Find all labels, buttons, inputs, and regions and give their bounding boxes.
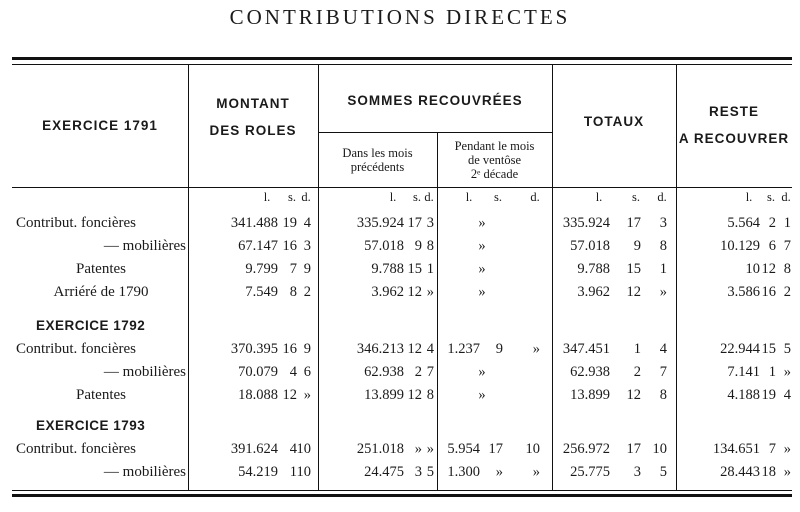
deniers-cell: 10 <box>652 441 667 457</box>
unit-label: d. <box>657 190 667 204</box>
livres-cell: 62.938 <box>364 364 404 380</box>
deniers-cell: 3 <box>659 215 667 231</box>
livres-cell: 5.954 <box>447 441 480 457</box>
deniers-cell: 3 <box>303 238 311 254</box>
header-montant-line1: MONTANT <box>216 96 290 111</box>
livres-cell: 134.651 <box>712 441 760 457</box>
row-label: Patentes <box>76 261 126 277</box>
section-title: EXERCICE 1792 <box>36 318 146 333</box>
row-label: — mobilières <box>103 238 186 254</box>
sous-cell: 17 <box>488 441 503 457</box>
deniers-cell: 5 <box>783 341 791 357</box>
row-label: Contribut. foncières <box>16 215 136 231</box>
livres-cell: 54.219 <box>238 464 278 480</box>
sous-cell: 19 <box>761 387 776 403</box>
deniers-cell: » <box>426 284 434 300</box>
ditto-mark: » <box>478 364 486 380</box>
livres-cell: 70.079 <box>238 364 278 380</box>
sous-cell: 1 <box>633 341 641 357</box>
livres-cell: 370.395 <box>230 341 278 357</box>
sous-cell: 12 <box>626 284 641 300</box>
deniers-cell: 4 <box>426 341 434 357</box>
livres-cell: 18.088 <box>238 387 278 403</box>
deniers-cell: 8 <box>659 387 667 403</box>
unit-label: s. <box>413 190 421 204</box>
livres-cell: 10 <box>745 261 760 277</box>
livres-cell: 9.799 <box>245 261 278 277</box>
sous-cell: 8 <box>289 284 297 300</box>
sous-cell: 4 <box>289 364 297 380</box>
sous-cell: » <box>414 441 422 457</box>
livres-cell: 391.624 <box>230 441 278 457</box>
livres-cell: 4.188 <box>727 387 760 403</box>
livres-cell: 7.141 <box>727 364 760 380</box>
deniers-cell: » <box>532 464 540 480</box>
subheader-ventose-line3: 2ᵉ décade <box>470 167 519 181</box>
subheader-ventose <box>437 139 552 181</box>
row-label: — mobilières <box>103 464 186 480</box>
sous-cell: 1 <box>768 364 776 380</box>
subheader-precedents <box>318 146 437 174</box>
sous-cell: 2 <box>414 364 422 380</box>
unit-label: d. <box>424 190 434 204</box>
sous-cell: 12 <box>407 284 422 300</box>
deniers-cell: 4 <box>659 341 667 357</box>
deniers-cell: » <box>783 441 791 457</box>
livres-cell: 25.775 <box>570 464 610 480</box>
row-label: Arriéré de 1790 <box>53 284 149 300</box>
livres-cell: 335.924 <box>562 215 610 231</box>
sous-cell: 12 <box>626 387 641 403</box>
livres-cell: 28.443 <box>720 464 760 480</box>
header-reste-line2: A RECOUVRER <box>678 131 790 146</box>
deniers-cell: 1 <box>659 261 667 277</box>
livres-cell: 13.899 <box>570 387 610 403</box>
deniers-cell: 4 <box>783 387 791 403</box>
bottom-rule-thin <box>12 490 792 491</box>
sous-cell: 9 <box>414 238 422 254</box>
row-label: Contribut. foncières <box>16 341 136 357</box>
deniers-cell: 4 <box>303 215 311 231</box>
deniers-cell: 7 <box>426 364 434 380</box>
livres-cell: 3.586 <box>727 284 760 300</box>
sous-cell: 12 <box>282 387 297 403</box>
sous-cell: 16 <box>761 284 776 300</box>
livres-cell: 10.129 <box>720 238 760 254</box>
sous-cell: 16 <box>282 341 297 357</box>
deniers-cell: 10 <box>525 441 540 457</box>
sous-cell: 17 <box>407 215 422 231</box>
deniers-cell: » <box>426 441 434 457</box>
page-title: CONTRIBUTIONS DIRECTES <box>229 5 571 29</box>
row-label: Patentes <box>76 387 126 403</box>
livres-cell: 7.549 <box>245 284 278 300</box>
deniers-cell: 1 <box>783 215 791 231</box>
deniers-cell: 10 <box>296 464 311 480</box>
livres-cell: 13.899 <box>364 387 404 403</box>
sous-cell: 4 <box>289 441 297 457</box>
header-totaux: TOTAUX <box>583 114 645 129</box>
livres-cell: 9.788 <box>371 261 404 277</box>
top-rule-thin <box>12 64 792 65</box>
row-label: Contribut. foncières <box>16 441 136 457</box>
sous-cell: 16 <box>282 238 297 254</box>
livres-cell: 3.962 <box>371 284 404 300</box>
section-title: EXERCICE 1793 <box>36 418 146 433</box>
unit-label: l. <box>595 190 603 204</box>
sous-cell: 15 <box>407 261 422 277</box>
sous-cell: 3 <box>414 464 422 480</box>
sous-cell: 17 <box>626 441 641 457</box>
sous-cell: » <box>495 464 503 480</box>
subheader-ventose-line1: Pendant le mois <box>454 139 535 153</box>
unit-label: l. <box>745 190 753 204</box>
livres-cell: 22.944 <box>720 341 760 357</box>
sous-cell: 12 <box>761 261 776 277</box>
sous-cell: 1 <box>289 464 297 480</box>
unit-label: l. <box>389 190 397 204</box>
sous-cell: 9 <box>495 341 503 357</box>
sous-cell: 17 <box>626 215 641 231</box>
sommes-underline <box>318 132 552 133</box>
livres-cell: 3.962 <box>577 284 610 300</box>
deniers-cell: » <box>303 387 311 403</box>
header-bottom-line <box>12 187 792 188</box>
livres-cell: 346.213 <box>356 341 404 357</box>
sous-cell: 12 <box>407 387 422 403</box>
unit-label: s. <box>632 190 640 204</box>
unit-label: s. <box>288 190 296 204</box>
livres-cell: 1.237 <box>447 341 480 357</box>
ditto-mark: » <box>478 284 486 300</box>
livres-cell: 24.475 <box>364 464 404 480</box>
sous-cell: 2 <box>768 215 776 231</box>
sous-cell: 7 <box>768 441 776 457</box>
deniers-cell: 1 <box>426 261 434 277</box>
livres-cell: 341.488 <box>230 215 278 231</box>
deniers-cell: 5 <box>659 464 667 480</box>
deniers-cell: 8 <box>659 238 667 254</box>
header-exercice-1791: EXERCICE 1791 <box>42 118 158 133</box>
unit-label: s. <box>767 190 775 204</box>
livres-cell: 251.018 <box>356 441 404 457</box>
sous-cell: 9 <box>633 238 641 254</box>
header-montant <box>188 90 318 144</box>
unit-label: d. <box>301 190 311 204</box>
header-sommes: SOMMES RECOUVRÉES <box>347 93 523 108</box>
deniers-cell: 7 <box>659 364 667 380</box>
livres-cell: 256.972 <box>562 441 610 457</box>
unit-label: s. <box>494 190 502 204</box>
livres-cell: 57.018 <box>364 238 404 254</box>
deniers-cell: » <box>783 364 791 380</box>
livres-cell: 5.564 <box>727 215 760 231</box>
ditto-mark: » <box>478 387 486 403</box>
row-label: — mobilières <box>103 364 186 380</box>
top-rule-thick <box>12 57 792 60</box>
sous-cell: 6 <box>768 238 776 254</box>
sous-cell: 3 <box>633 464 641 480</box>
deniers-cell: 8 <box>783 261 791 277</box>
ditto-mark: » <box>478 238 486 254</box>
unit-label: d. <box>781 190 791 204</box>
sous-cell: 15 <box>626 261 641 277</box>
subheader-precedents-line1: Dans les mois <box>342 146 413 160</box>
sous-cell: 12 <box>407 341 422 357</box>
deniers-cell: 3 <box>426 215 434 231</box>
header-reste-line1: RESTE <box>708 104 759 119</box>
header-montant-line2: DES ROLES <box>209 123 297 138</box>
deniers-cell: 2 <box>783 284 791 300</box>
livres-cell: 335.924 <box>356 215 404 231</box>
livres-cell: 62.938 <box>570 364 610 380</box>
unit-label: l. <box>465 190 473 204</box>
deniers-cell: 8 <box>426 387 434 403</box>
deniers-cell: 9 <box>303 261 311 277</box>
deniers-cell: » <box>783 464 791 480</box>
header-reste <box>676 98 792 152</box>
subheader-precedents-line2: précédents <box>350 160 405 174</box>
col-separator <box>318 65 319 490</box>
unit-label: d. <box>530 190 540 204</box>
sous-cell: 15 <box>761 341 776 357</box>
ditto-mark: » <box>478 261 486 277</box>
livres-cell: 347.451 <box>562 341 610 357</box>
deniers-cell: 10 <box>296 441 311 457</box>
sous-cell: 2 <box>633 364 641 380</box>
deniers-cell: » <box>532 341 540 357</box>
livres-cell: 57.018 <box>570 238 610 254</box>
subheader-ventose-line2: de ventôse <box>467 153 522 167</box>
deniers-cell: 2 <box>303 284 311 300</box>
ditto-mark: » <box>478 215 486 231</box>
unit-label: l. <box>263 190 271 204</box>
livres-cell: 1.300 <box>447 464 480 480</box>
livres-cell: 67.147 <box>238 238 278 254</box>
sous-cell: 7 <box>289 261 297 277</box>
deniers-cell: » <box>659 284 667 300</box>
livres-cell: 9.788 <box>577 261 610 277</box>
deniers-cell: 6 <box>303 364 311 380</box>
sous-cell: 18 <box>761 464 776 480</box>
deniers-cell: 5 <box>426 464 434 480</box>
deniers-cell: 9 <box>303 341 311 357</box>
deniers-cell: 8 <box>426 238 434 254</box>
deniers-cell: 7 <box>783 238 791 254</box>
bottom-rule-thick <box>12 494 792 497</box>
sous-cell: 19 <box>282 215 297 231</box>
